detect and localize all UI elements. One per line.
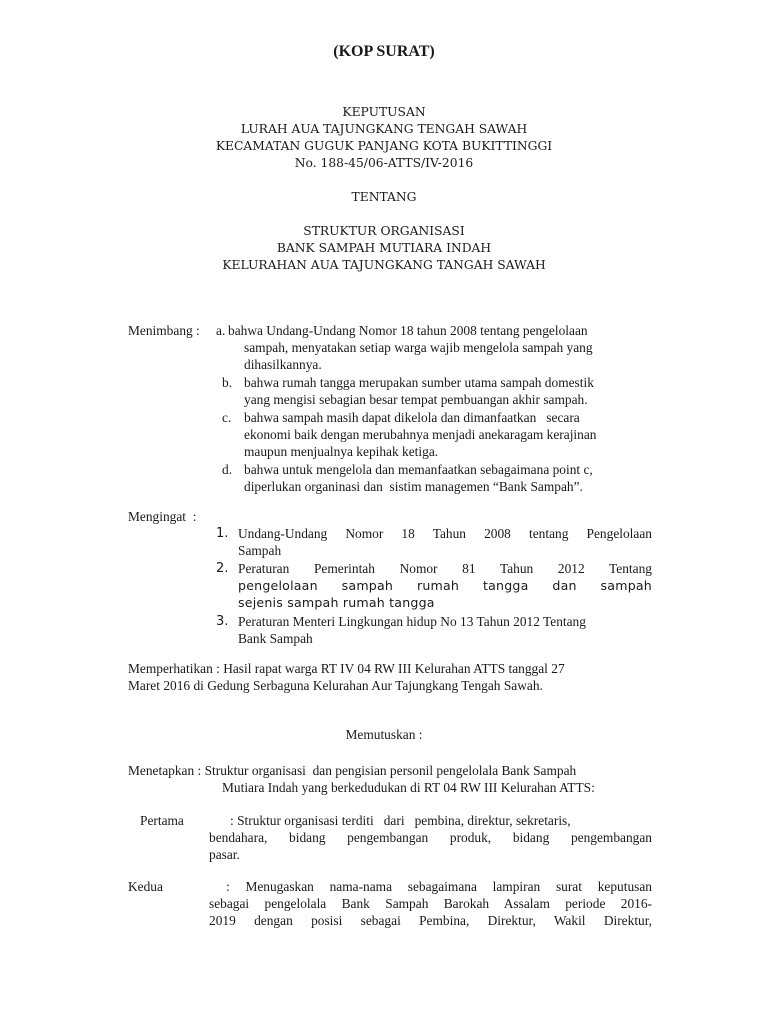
mengingat-2-line: Peraturan Pemerintah Nomor 81 Tahun 2012 Tentang: [238, 561, 652, 576]
kedua-line: : Menugaskan nama-nama sebagaimana lampiran surat keputusan: [226, 879, 652, 894]
menetapkan-line: Menetapkan : Struktur organisasi dan pengisian personil pengelolala Bank Sampah: [128, 763, 577, 778]
menimbang-c-line: ekonomi baik dengan merubahnya menjadi anekaragam kerajinan: [244, 427, 597, 442]
memperhatikan-section: [128, 660, 652, 694]
header-line: STRUKTUR ORGANISASI: [303, 224, 465, 238]
menimbang-a-line: sampah, menyatakan setiap warga wajib mengelola sampah yang: [244, 340, 593, 355]
pertama-label: Pertama: [140, 813, 184, 828]
menimbang-c-line: maupun menjualnya kepihak ketiga.: [244, 444, 439, 459]
pertama-line: bendahara, bidang pengembangan produk, bidang pengembangan: [209, 830, 652, 845]
menimbang-b-line: bahwa rumah tangga merupakan sumber utama sampah domestik: [244, 375, 594, 390]
mengingat-label: Mengingat :: [128, 509, 197, 524]
menetapkan-line: Mutiara Indah yang berkedudukan di RT 04 RW III Kelurahan ATTS:: [222, 780, 595, 795]
kedua-section: [128, 878, 652, 929]
header-line: BANK SAMPAH MUTIARA INDAH: [276, 241, 492, 255]
mengingat-3-line: Bank Sampah: [238, 631, 313, 646]
memperhatikan-line: Maret 2016 di Gedung Serbaguna Kelurahan Aur Tajungkang Tengah Sawah.: [128, 678, 543, 693]
list-number: 1.: [216, 526, 229, 541]
mengingat-2-line: sejenis sampah rumah tangga: [238, 595, 435, 610]
memperhatikan-line: Memperhatikan : Hasil rapat warga RT IV 04 RW III Kelurahan ATTS tanggal 27: [128, 661, 565, 676]
menimbang-c-line: bahwa sampah masih dapat dikelola dan dimanfaatkan secara: [244, 410, 580, 425]
pertama-section: [128, 812, 652, 863]
menimbang-a-line: dihasilkannya.: [244, 357, 322, 372]
kop-surat-heading: (KOP SURAT): [333, 43, 435, 60]
memutuskan-heading: Memutuskan :: [345, 727, 423, 742]
menimbang-a-line: bahwa Undang-Undang Nomor 18 tahun 2008 tentang pengelolaan: [228, 323, 588, 338]
mengingat-1-line: Undang-Undang Nomor 18 Tahun 2008 tentang Pengelolaan: [238, 526, 652, 541]
menimbang-d-line: diperlukan organinasi dan sistim managemen “Bank Sampah”.: [244, 479, 583, 494]
list-number: 3.: [216, 614, 229, 629]
list-number: 2.: [216, 561, 229, 576]
menimbang-section: [128, 322, 652, 495]
mengingat-section: [128, 508, 652, 647]
list-marker: a.: [216, 323, 226, 338]
decree-number: No. 188-45/06-ATTS/IV-2016: [294, 156, 474, 170]
menimbang-d-line: bahwa untuk mengelola dan memanfaatkan sebagaimana point c,: [244, 462, 593, 477]
header-line: KECAMATAN GUGUK PANJANG KOTA BUKITTINGGI: [215, 139, 553, 153]
kedua-line: 2019 dengan posisi sebagai Pembina, Direktur, Wakil Direktur,: [209, 913, 652, 928]
menetapkan-section: [128, 762, 652, 796]
header-line: KEPUTUSAN: [342, 105, 426, 119]
kedua-line: sebagai pengelolala Bank Sampah Barokah Assalam periode 2016-: [209, 896, 652, 911]
decree-header: [0, 104, 768, 274]
menimbang-b-line: yang mengisi sebagian besar tempat pembuangan akhir sampah.: [244, 392, 588, 407]
mengingat-2-line: pengelolaan sampah rumah tangga dan sampah: [238, 578, 652, 593]
mengingat-3-line: Peraturan Menteri Lingkungan hidup No 13 Tahun 2012 Tentang: [238, 614, 586, 629]
header-line: KELURAHAN AUA TAJUNGKANG TANGAH SAWAH: [222, 258, 546, 272]
menimbang-label: Menimbang :: [128, 323, 200, 338]
list-marker: d.: [222, 462, 233, 477]
pertama-line: : Struktur organisasi terditi dari pembina, direktur, sekretaris,: [230, 813, 571, 828]
pertama-line: pasar.: [209, 847, 240, 862]
header-line: TENTANG: [351, 190, 417, 204]
mengingat-1-line: Sampah: [238, 543, 282, 558]
kedua-label: Kedua: [128, 879, 163, 894]
header-line: LURAH AUA TAJUNGKANG TENGAH SAWAH: [240, 122, 528, 136]
list-marker: b.: [222, 375, 233, 390]
list-marker: c.: [222, 410, 232, 425]
